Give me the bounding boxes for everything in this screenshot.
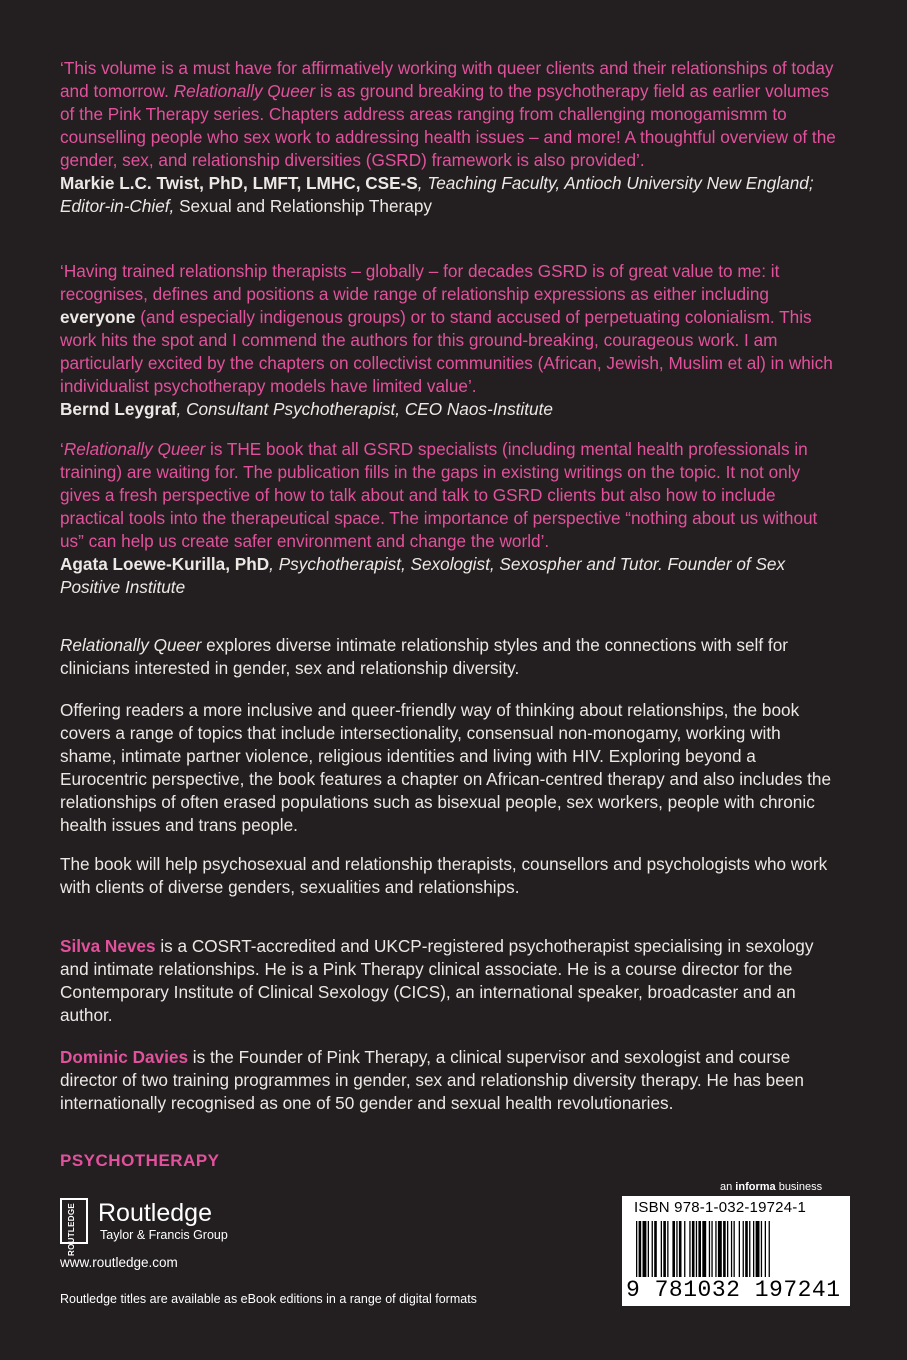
- quote-text-part: is as ground breaking to the psychotherapy field as earlier volumes of the Pink Therapy series. Chapters address areas ranging from challenging monogamismm to counselling people who sex work to addressing health issues – and more! A thoughtful overview of the gender, sex, and relationship diversities (GSRD) framework is also provided’.: [60, 81, 836, 170]
- quote-block-2: [60, 260, 840, 421]
- barcode-bar: [727, 1221, 728, 1277]
- quote-text-part: ‘: [60, 439, 64, 459]
- barcode-bar: [761, 1221, 762, 1277]
- barcode-bar: [743, 1221, 744, 1277]
- author-bio: is the Founder of Pink Therapy, a clinical supervisor and sexologist and course director of two training programmes in gender, sex and relationship diversity therapy. He has been internationally recognised as one of 50 gender and sexual health revolutionaries.: [60, 1047, 804, 1113]
- ebook-note: Routledge titles are available as eBook editions in a range of digital formats: [60, 1292, 477, 1306]
- endorser-name: Agata Loewe-Kurilla, PhD: [60, 554, 270, 574]
- author-bio: is a COSRT-accredited and UKCP-registered psychotherapist specialising in sexology and intimate relationships. He is a Pink Therapy clinical associate. He is a course director for the Contemporary Institute of Clinical Sexology (CICS), an international speaker, broadcaster and an author.: [60, 936, 814, 1025]
- endorser-role: , Psychotherapist, Sexologist, Sexospher and Tutor. Founder of Sex Positive Institute: [60, 554, 786, 597]
- description-text: Offering readers a more inclusive and queer-friendly way of thinking about relationships, the book covers a range of topics that include intersectionality, consensual non-monogamy, working with shame, intimate partner violence, religious identities and living with HIV. Exploring beyond a Eurocentric perspective, the book features a chapter on African-centred therapy and also includes the relationships of often erased populations such as bisexual people, sex workers, people with chronic health issues and trans people.: [60, 700, 832, 835]
- isbn-barcode: [622, 1196, 850, 1306]
- book-title-italic: Relationally Queer: [60, 635, 202, 655]
- description-para-3: [60, 853, 840, 899]
- description-para-2: [60, 699, 840, 837]
- barcode-bar: [749, 1221, 750, 1277]
- barcode-digits: 9 781032 197241: [626, 1277, 841, 1303]
- description-text: [60, 634, 840, 680]
- barcode-bar: [718, 1221, 722, 1277]
- publisher-group: Taylor & Francis Group: [100, 1228, 228, 1242]
- description-rest: explores diverse intimate relationship styles and the connections with self for clinicians interested in gender, sex and relationship diversity.: [60, 635, 788, 678]
- barcode-bar: [765, 1221, 766, 1277]
- barcode-bar: [711, 1221, 712, 1277]
- barcode-bar: [698, 1221, 701, 1277]
- barcode-bar: [756, 1221, 760, 1277]
- book-title-italic: Relationally Queer: [173, 81, 316, 101]
- barcode-bar: [689, 1221, 690, 1277]
- quote-text-part: is THE book that all GSRD specialists (including mental health professionals in training) are waiting for. The publication fills in the gaps in existing writings on the topic. It not only gives a fresh perspective of how to talk about and talk to GSRD clients but also how to include practical tools into the therapeutical space. The importance of perspective “nothing about us without us” can help us create safer environment and change the world’.: [60, 439, 818, 551]
- journal-name: Sexual and Relationship Therapy: [174, 196, 432, 216]
- barcode-bar: [679, 1221, 682, 1277]
- routledge-mark-icon: [60, 1198, 88, 1256]
- quote-text-part: ‘This volume is a must have for affirmatively working with queer clients and their relationships of today and tomorrow.: [60, 58, 834, 101]
- author-bio-text: [60, 935, 840, 1027]
- endorser-role: , Consultant Psychotherapist, CEO Naos-Institute: [176, 399, 553, 419]
- barcode-bar: [648, 1221, 649, 1277]
- barcode-bar: [667, 1221, 668, 1277]
- quote-block-3: [60, 438, 840, 599]
- publisher-website: www.routledge.com: [60, 1255, 178, 1270]
- barcode-bar: [753, 1221, 754, 1277]
- barcode-bar: [769, 1221, 770, 1277]
- barcode-bar: [652, 1221, 653, 1277]
- barcode-bar: [661, 1221, 662, 1277]
- barcode-bar: [745, 1221, 748, 1277]
- barcode-bar: [734, 1221, 735, 1277]
- author-bio-1: [60, 935, 840, 1027]
- endorser-name: Markie L.C. Twist, PhD, LMFT, LMHC, CSE-S: [60, 173, 418, 193]
- informa-business: [720, 1181, 822, 1193]
- emphasis-everyone: everyone: [60, 307, 136, 327]
- quote-text-part: ‘Having trained relationship therapists – globally – for decades GSRD is of great value to me: it recognises, defines and positions a wide range of relationship expressions as either including: [60, 261, 780, 304]
- author-name: Dominic Davies: [60, 1047, 188, 1067]
- mark-text: ROUTLEDGE: [67, 1203, 76, 1256]
- barcode-bar: [636, 1221, 637, 1277]
- description-text: The book will help psychosexual and relationship therapists, counsellors and psychologists who work with clients of diverse genders, sexualities and relationships.: [60, 854, 828, 897]
- barcode-bar: [663, 1221, 666, 1277]
- barcode-bar: [692, 1221, 695, 1277]
- barcode-bar: [731, 1221, 732, 1277]
- quote-text-part: (and especially indigenous groups) or to stand accused of perpetuating colonialism. This work hits the spot and I commend the authors for this ground-breaking, courageous work. I am particularly excited by the chapters on collectivist communities (African, Jewish, Muslim et al) in which individualist psychotherapy models have limited value’.: [60, 307, 833, 396]
- barcode-bar: [654, 1221, 657, 1277]
- quote-block-1: [60, 57, 840, 218]
- barcode-bar: [643, 1221, 647, 1277]
- author-bio-text: [60, 1046, 840, 1115]
- barcode-bar: [672, 1221, 675, 1277]
- informa-brand: informa: [735, 1181, 776, 1193]
- barcode-bar: [639, 1221, 642, 1277]
- subject-category: PSYCHOTHERAPY: [60, 1151, 220, 1170]
- description-para-1: [60, 634, 840, 680]
- quote-text: [60, 438, 840, 553]
- author-bio-2: [60, 1046, 840, 1115]
- book-title-italic: Relationally Queer: [63, 439, 206, 459]
- barcode-bar: [709, 1221, 710, 1277]
- quote-text: [60, 260, 840, 398]
- barcode-bar: [715, 1221, 716, 1277]
- endorser-name: Bernd Leygraf: [60, 399, 177, 419]
- barcode-bar: [684, 1221, 685, 1277]
- informa-prefix: an: [720, 1181, 736, 1193]
- routledge-logo: [60, 1198, 280, 1256]
- quote-text: [60, 57, 840, 172]
- barcode-bars: [636, 1221, 836, 1279]
- barcode-bar: [739, 1221, 740, 1277]
- isbn-label: ISBN 978-1-032-19724-1: [634, 1199, 807, 1216]
- barcode-bar: [676, 1221, 677, 1277]
- quote-attribution: [60, 172, 840, 218]
- informa-suffix: business: [775, 1181, 823, 1193]
- author-name: Silva Neves: [60, 936, 156, 956]
- barcode-bar: [702, 1221, 706, 1277]
- endorser-role: , Teaching Faculty, Antioch University New England; Editor-in-Chief,: [60, 173, 814, 216]
- publisher-name: Routledge: [98, 1199, 212, 1227]
- barcode-bar: [696, 1221, 697, 1277]
- quote-attribution: [60, 553, 840, 599]
- barcode-bar: [723, 1221, 726, 1277]
- quote-attribution: [60, 398, 840, 421]
